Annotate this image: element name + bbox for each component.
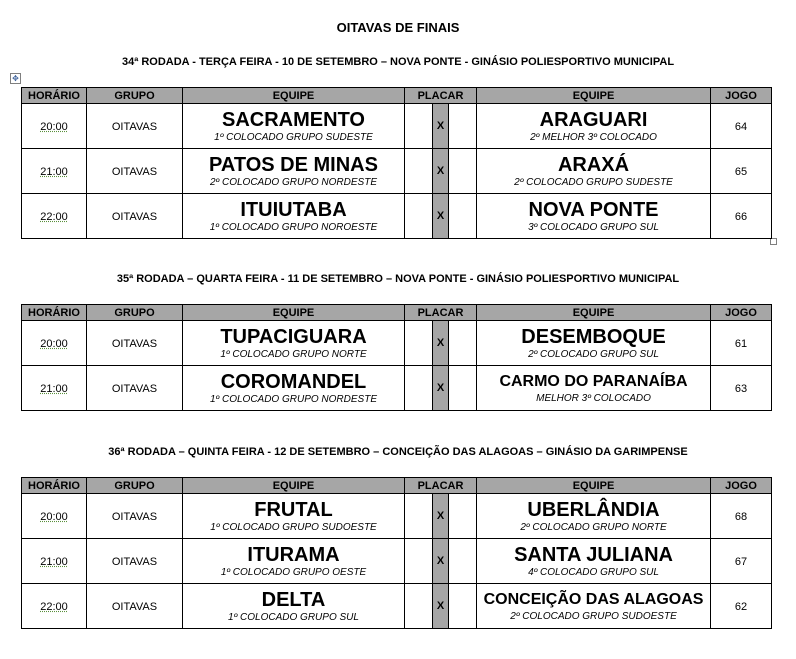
header-equipe-away: EQUIPE (477, 305, 711, 321)
away-score-cell[interactable] (449, 539, 477, 584)
game-time: 22:00 (40, 211, 68, 223)
away-team-name: CONCEIÇÃO DAS ALAGOAS (483, 590, 704, 608)
away-score-cell[interactable] (449, 149, 477, 194)
home-score-cell[interactable] (405, 539, 433, 584)
time-cell (22, 366, 87, 411)
score-separator: X (433, 366, 449, 411)
home-team-name: PATOS DE MINAS (209, 153, 378, 176)
header-grupo: GRUPO (87, 88, 183, 104)
games-table (21, 304, 772, 411)
header-equipe-away: EQUIPE (477, 478, 711, 494)
home-team-cell (183, 366, 405, 411)
home-team-qualifier: 1º COLOCADO GRUPO SUL (228, 611, 359, 623)
game-number-cell (711, 539, 772, 584)
header-equipe-away: EQUIPE (477, 88, 711, 104)
game-group: OITAVAS (111, 601, 158, 613)
time-cell (22, 194, 87, 239)
home-team-name: SACRAMENTO (222, 108, 365, 131)
home-team-qualifier: 1º COLOCADO GRUPO SUDOESTE (210, 521, 377, 533)
table-header-row (22, 478, 772, 494)
game-time: 21:00 (40, 166, 68, 178)
game-time: 22:00 (40, 601, 68, 613)
game-group: OITAVAS (111, 383, 158, 395)
away-score-cell[interactable] (449, 584, 477, 629)
header-grupo: GRUPO (87, 305, 183, 321)
away-team-cell (477, 194, 711, 239)
home-score-cell[interactable] (405, 494, 433, 539)
home-score-cell[interactable] (405, 584, 433, 629)
home-team-name: COROMANDEL (220, 370, 367, 393)
header-horario: HORÁRIO (22, 305, 87, 321)
away-team-name: SANTA JULIANA (514, 543, 673, 566)
table-row (22, 584, 772, 629)
game-number: 61 (734, 338, 748, 350)
home-team-qualifier: 1º COLOCADO GRUPO NORDESTE (209, 393, 377, 405)
away-team-qualifier: MELHOR 3º COLOCADO (536, 392, 651, 404)
game-number: 65 (734, 166, 748, 178)
game-time: 21:00 (40, 383, 68, 395)
home-score-cell[interactable] (405, 366, 433, 411)
game-time: 20:00 (40, 338, 68, 350)
games-table (21, 477, 772, 629)
game-group: OITAVAS (111, 121, 158, 133)
group-cell (87, 494, 183, 539)
time-cell (22, 104, 87, 149)
game-number: 64 (734, 121, 748, 133)
away-team-qualifier: 2º COLOCADO GRUPO SUDOESTE (510, 610, 677, 622)
game-time: 20:00 (40, 511, 68, 523)
away-team-qualifier: 2º COLOCADO GRUPO NORTE (520, 521, 667, 533)
header-equipe-home: EQUIPE (183, 478, 405, 494)
home-score-cell[interactable] (405, 149, 433, 194)
away-team-cell (477, 321, 711, 366)
game-group: OITAVAS (111, 211, 158, 223)
home-team-qualifier: 1º COLOCADO GRUPO NOROESTE (209, 221, 378, 233)
time-cell (22, 584, 87, 629)
score-separator: X (433, 194, 449, 239)
home-team-cell (183, 584, 405, 629)
table-row (22, 366, 772, 411)
score-separator: X (433, 539, 449, 584)
game-group: OITAVAS (111, 511, 158, 523)
away-team-name: UBERLÂNDIA (527, 498, 660, 521)
table-row (22, 321, 772, 366)
header-grupo: GRUPO (87, 478, 183, 494)
score-separator: X (433, 494, 449, 539)
table-row (22, 539, 772, 584)
score-separator: X (433, 104, 449, 149)
round-title: 34ª RODADA - TERÇA FEIRA - 10 DE SETEMBRO – NOVA PONTE - GINÁSIO POLIESPORTIVO MUNICIPAL (121, 56, 675, 68)
game-number: 68 (734, 511, 748, 523)
away-team-cell (477, 539, 711, 584)
home-team-cell (183, 321, 405, 366)
home-team-qualifier: 1º COLOCADO GRUPO NORTE (220, 348, 367, 360)
header-jogo: JOGO (711, 478, 772, 494)
time-cell (22, 494, 87, 539)
game-number-cell (711, 194, 772, 239)
away-team-qualifier: 2º COLOCADO GRUPO SUDESTE (514, 176, 673, 188)
game-group: OITAVAS (111, 556, 158, 568)
header-placar: PLACAR (405, 478, 477, 494)
away-team-cell (477, 584, 711, 629)
away-team-qualifier: 2º MELHOR 3º COLOCADO (530, 131, 657, 143)
game-group: OITAVAS (111, 338, 158, 350)
away-score-cell[interactable] (449, 104, 477, 149)
home-team-cell (183, 194, 405, 239)
game-group: OITAVAS (111, 166, 158, 178)
away-team-name: ARAXÁ (557, 153, 630, 176)
table-resize-handle-icon[interactable] (770, 238, 777, 245)
home-team-qualifier: 1º COLOCADO GRUPO SUDESTE (214, 131, 373, 143)
away-team-qualifier: 4º COLOCADO GRUPO SUL (528, 566, 659, 578)
header-placar: PLACAR (405, 88, 477, 104)
away-team-cell (477, 149, 711, 194)
away-team-name: DESEMBOQUE (521, 325, 666, 348)
group-cell (87, 104, 183, 149)
header-horario: HORÁRIO (22, 88, 87, 104)
away-team-cell (477, 494, 711, 539)
game-number-cell (711, 104, 772, 149)
home-team-qualifier: 1º COLOCADO GRUPO OESTE (220, 566, 367, 578)
away-team-name: NOVA PONTE (528, 198, 659, 221)
home-score-cell[interactable] (405, 194, 433, 239)
table-header-row (22, 88, 772, 104)
away-score-cell[interactable] (449, 366, 477, 411)
away-score-cell[interactable] (449, 194, 477, 239)
time-cell (22, 539, 87, 584)
away-team-cell (477, 104, 711, 149)
score-separator: X (433, 584, 449, 629)
game-number: 66 (734, 211, 748, 223)
header-placar: PLACAR (405, 305, 477, 321)
home-team-cell (183, 494, 405, 539)
header-equipe-home: EQUIPE (183, 305, 405, 321)
away-team-name: ARAGUARI (539, 108, 648, 131)
header-jogo: JOGO (711, 305, 772, 321)
home-team-name: TUPACIGUARA (220, 325, 367, 348)
table-row (22, 149, 772, 194)
game-number: 63 (734, 383, 748, 395)
away-team-name: CARMO DO PARANAÍBA (499, 372, 688, 390)
header-equipe-home: EQUIPE (183, 88, 405, 104)
game-number-cell (711, 584, 772, 629)
game-number-cell (711, 494, 772, 539)
table-row (22, 104, 772, 149)
home-team-cell (183, 539, 405, 584)
away-team-qualifier: 2º COLOCADO GRUPO SUL (528, 348, 659, 360)
away-score-cell[interactable] (449, 494, 477, 539)
home-team-name: ITUIUTABA (240, 198, 347, 221)
home-team-name: DELTA (261, 588, 326, 611)
away-score-cell[interactable] (449, 321, 477, 366)
home-team-name: FRUTAL (254, 498, 333, 521)
time-cell (22, 149, 87, 194)
group-cell (87, 149, 183, 194)
home-team-qualifier: 2º COLOCADO GRUPO NORDESTE (209, 176, 377, 188)
group-cell (87, 584, 183, 629)
home-score-cell[interactable] (405, 321, 433, 366)
table-row (22, 494, 772, 539)
game-number-cell (711, 321, 772, 366)
table-row (22, 194, 772, 239)
games-table (21, 87, 772, 239)
group-cell (87, 321, 183, 366)
game-number: 67 (734, 556, 748, 568)
table-move-handle-icon[interactable]: ✥ (10, 73, 21, 84)
round-title: 35ª RODADA – QUARTA FEIRA - 11 DE SETEMBRO – NOVA PONTE - GINÁSIO POLIESPORTIVO MUNICIPAL (116, 273, 680, 285)
game-number: 62 (734, 601, 748, 613)
home-score-cell[interactable] (405, 104, 433, 149)
group-cell (87, 194, 183, 239)
header-horario: HORÁRIO (22, 478, 87, 494)
table-header-row (22, 305, 772, 321)
game-time: 20:00 (40, 121, 68, 133)
game-number-cell (711, 366, 772, 411)
game-number-cell (711, 149, 772, 194)
away-team-cell (477, 366, 711, 411)
home-team-cell (183, 104, 405, 149)
group-cell (87, 366, 183, 411)
game-time: 21:00 (40, 556, 68, 568)
score-separator: X (433, 149, 449, 194)
away-team-qualifier: 3º COLOCADO GRUPO SUL (528, 221, 659, 233)
round-title: 36ª RODADA – QUINTA FEIRA - 12 DE SETEMBRO – CONCEIÇÃO DAS ALAGOAS – GINÁSIO DA GARIMPENSE (108, 446, 688, 458)
score-separator: X (433, 321, 449, 366)
header-jogo: JOGO (711, 88, 772, 104)
home-team-name: ITURAMA (247, 543, 340, 566)
group-cell (87, 539, 183, 584)
home-team-cell (183, 149, 405, 194)
time-cell (22, 321, 87, 366)
document-title: OITAVAS DE FINAIS (336, 20, 460, 35)
